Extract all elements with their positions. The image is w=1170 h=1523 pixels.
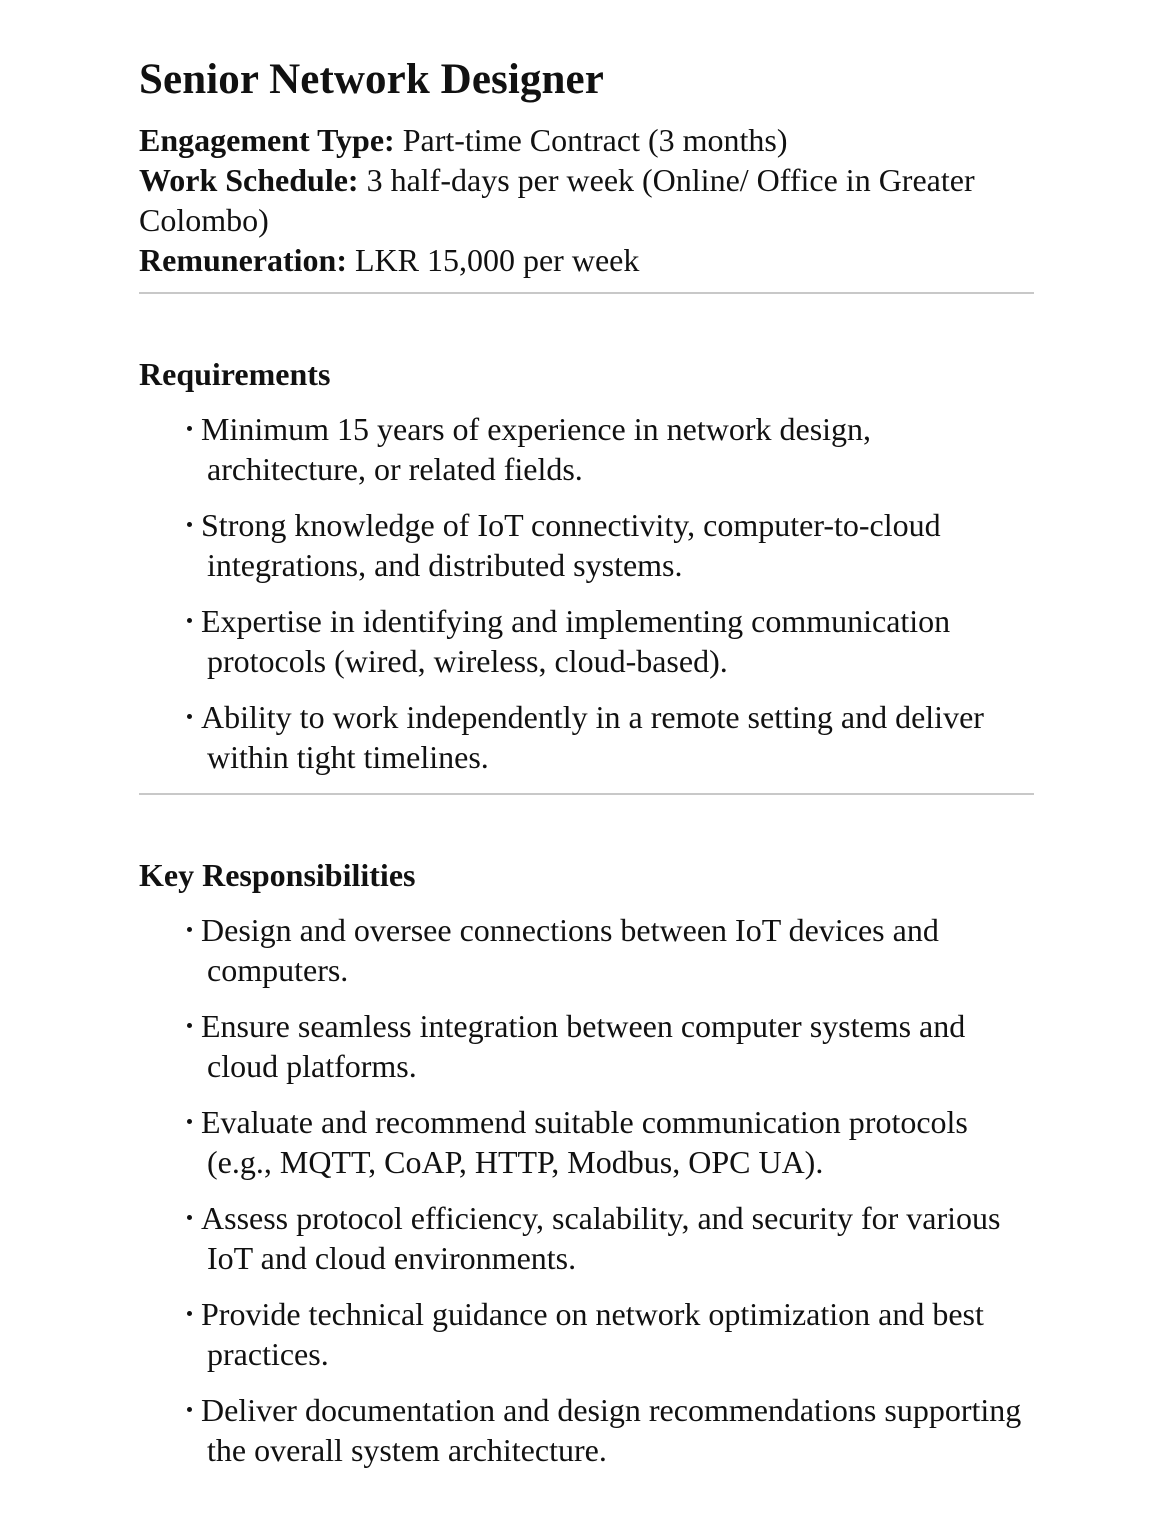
engagement-type-label: Engagement Type:: [139, 122, 395, 158]
bullet-icon: [187, 1023, 192, 1028]
responsibilities-list: [139, 910, 1034, 1470]
section-divider: [139, 292, 1034, 294]
engagement-type-line: [139, 120, 1034, 160]
bullet-icon: [187, 714, 192, 719]
list-item-text: Assess protocol efficiency, scalability, and security for various IoT and cloud environments.: [201, 1200, 1001, 1276]
list-item-text: Minimum 15 years of experience in network design, architecture, or related fields.: [201, 411, 872, 487]
bullet-icon: [187, 522, 192, 527]
page-title: Senior Network Designer: [139, 56, 604, 103]
bullet-icon: [187, 426, 192, 431]
list-item-text: Evaluate and recommend suitable communication protocols (e.g., MQTT, CoAP, HTTP, Modbus, OPC UA).: [201, 1104, 968, 1180]
job-details: [139, 120, 1034, 280]
list-item: [139, 505, 1034, 585]
work-schedule-line: [139, 160, 1034, 240]
bullet-icon: [187, 927, 192, 932]
remuneration-line: [139, 240, 1034, 280]
list-item: [139, 1294, 1034, 1374]
work-schedule-label: Work Schedule:: [139, 162, 359, 198]
list-item-text: Expertise in identifying and implementing communication protocols (wired, wireless, cloud-based).: [201, 603, 951, 679]
bullet-icon: [187, 618, 192, 623]
remuneration-value: LKR 15,000 per week: [346, 242, 640, 278]
responsibilities-heading: Key Responsibilities: [139, 857, 416, 893]
list-item: [139, 910, 1034, 990]
bullet-icon: [187, 1119, 192, 1124]
list-item-text: Deliver documentation and design recommendations supporting the overall system architecture.: [201, 1392, 1022, 1468]
remuneration-label: Remuneration:: [139, 242, 347, 278]
job-posting: [139, 50, 1034, 1486]
responsibilities-section: [139, 855, 1034, 1470]
list-item: [139, 1390, 1034, 1470]
list-item: [139, 1102, 1034, 1182]
section-divider: [139, 793, 1034, 795]
requirements-heading: Requirements: [139, 356, 331, 392]
list-item: [139, 1198, 1034, 1278]
list-item-text: Ensure seamless integration between computer systems and cloud platforms.: [201, 1008, 966, 1084]
bullet-icon: [187, 1407, 192, 1412]
list-item-text: Strong knowledge of IoT connectivity, computer-to-cloud integrations, and distributed systems.: [201, 507, 941, 583]
list-item-text: Design and oversee connections between IoT devices and computers.: [201, 912, 939, 988]
bullet-icon: [187, 1215, 192, 1220]
requirements-section: [139, 354, 1034, 777]
engagement-type-value: Part-time Contract (3 months): [394, 122, 788, 158]
list-item: [139, 1006, 1034, 1086]
list-item: [139, 601, 1034, 681]
bullet-icon: [187, 1311, 192, 1316]
list-item-text: Provide technical guidance on network optimization and best practices.: [201, 1296, 984, 1372]
work-schedule-value: 3 half-days per week (Online/ Office in Greater Colombo): [139, 162, 975, 238]
requirements-list: [139, 409, 1034, 777]
list-item: [139, 697, 1034, 777]
list-item: [139, 409, 1034, 489]
list-item-text: Ability to work independently in a remote setting and deliver within tight timelines.: [201, 699, 984, 775]
